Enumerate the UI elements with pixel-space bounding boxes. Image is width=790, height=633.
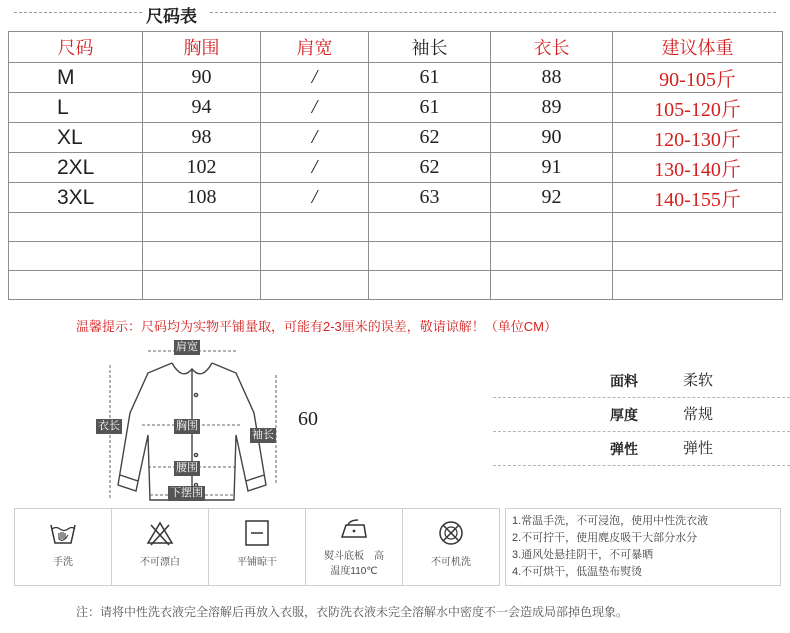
shoulder-cell: / [261,123,369,153]
attribute-row [493,364,790,398]
header-shoulder: 肩宽 [261,32,369,63]
weight-cell: 120-130斤 [613,123,783,153]
table-row [9,153,783,183]
care-icons-table [14,508,500,586]
page-title: 尺码表 [146,7,197,26]
label-shoulder: 肩宽 [176,341,198,353]
title-divider-right [210,12,776,13]
length-cell: 90 [491,123,613,153]
care-label: 平铺晾干 [237,557,277,568]
attribute-value: 弹性 [683,440,714,457]
weight-cell: 130-140斤 [613,153,783,183]
attribute-key: 厚度 [610,407,638,423]
header-length: 衣长 [491,32,613,63]
shirt-measurement-diagram [90,335,300,510]
label-length: 衣长 [98,420,120,432]
length-cell: 91 [491,153,613,183]
sleeve-cell: 61 [369,63,491,93]
shoulder-cell: / [261,93,369,123]
label-chest: 胸围 [176,420,198,432]
empty-row [9,213,783,242]
iron-icon [338,517,370,541]
care-item [112,509,209,586]
size-cell: 2XL [9,153,143,183]
length-cell: 89 [491,93,613,123]
header-sleeve: 袖长 [369,32,491,63]
chest-cell: 102 [143,153,261,183]
table-header-row [9,32,783,63]
measurement-value: 60 [298,408,318,430]
care-item [403,509,500,586]
weight-cell: 140-155斤 [613,183,783,213]
label-waist: 腰围 [176,462,198,474]
table-row [9,183,783,213]
title-bar [0,0,790,24]
sleeve-cell: 63 [369,183,491,213]
shoulder-cell: / [261,153,369,183]
footer-note: 注：请将中性洗衣液完全溶解后再放入衣服，衣防洗衣液未完全溶解水中密度不一会造成局部掉色现象。 [76,605,629,619]
attribute-row [493,432,790,466]
attribute-key: 面料 [610,373,638,389]
shoulder-cell: / [261,183,369,213]
care-label-line2: 温度110℃ [330,566,378,577]
header-weight: 建议体重 [613,32,783,63]
header-chest: 胸围 [143,32,261,63]
size-cell: L [9,93,143,123]
chest-cell: 94 [143,93,261,123]
care-note: 1.常温手洗，不可浸泡，使用中性洗衣液 [512,515,709,527]
size-cell: 3XL [9,183,143,213]
attribute-key: 弹性 [610,441,638,457]
label-sleeve: 袖长 [252,429,274,441]
chest-cell: 98 [143,123,261,153]
chest-cell: 90 [143,63,261,93]
size-cell: M [9,63,143,93]
care-note: 2.不可拧干，使用麂皮吸干大部分水分 [512,532,698,544]
measurement-hint: 温馨提示：尺码均为实物平铺量取，可能有2-3厘米的误差，敬请谅解！（单位CM） [76,319,558,334]
hand-wash-icon [48,519,78,547]
no-bleach-icon [145,519,175,547]
table-row [9,123,783,153]
weight-cell: 90-105斤 [613,63,783,93]
attribute-value: 柔软 [683,372,714,389]
weight-cell: 105-120斤 [613,93,783,123]
table-row [9,63,783,93]
size-cell: XL [9,123,143,153]
no-machine-wash-icon [436,519,466,547]
sleeve-cell: 62 [369,123,491,153]
empty-row [9,242,783,271]
care-notes [505,508,781,586]
chest-cell: 108 [143,183,261,213]
attribute-value: 常规 [683,406,714,423]
care-label: 不可机洗 [431,557,471,568]
care-item [209,509,306,586]
header-size: 尺码 [9,32,143,63]
attribute-row [493,398,790,432]
title-divider-left [14,12,142,13]
flat-dry-icon [242,519,272,547]
table-row [9,93,783,123]
shoulder-cell: / [261,63,369,93]
care-label: 熨斗底板 高 [324,551,384,562]
care-note: 3.通风处悬挂阴干，不可暴晒 [512,549,654,561]
care-note: 4.不可烘干，低温垫布熨烫 [512,566,643,578]
length-cell: 92 [491,183,613,213]
length-cell: 88 [491,63,613,93]
sleeve-cell: 61 [369,93,491,123]
care-label: 手洗 [53,557,73,568]
sleeve-cell: 62 [369,153,491,183]
care-item [15,509,112,586]
care-item [306,509,403,586]
label-hem: 下摆围 [170,487,203,499]
care-label: 不可漂白 [140,557,180,568]
empty-row [9,271,783,300]
size-table [8,31,783,300]
